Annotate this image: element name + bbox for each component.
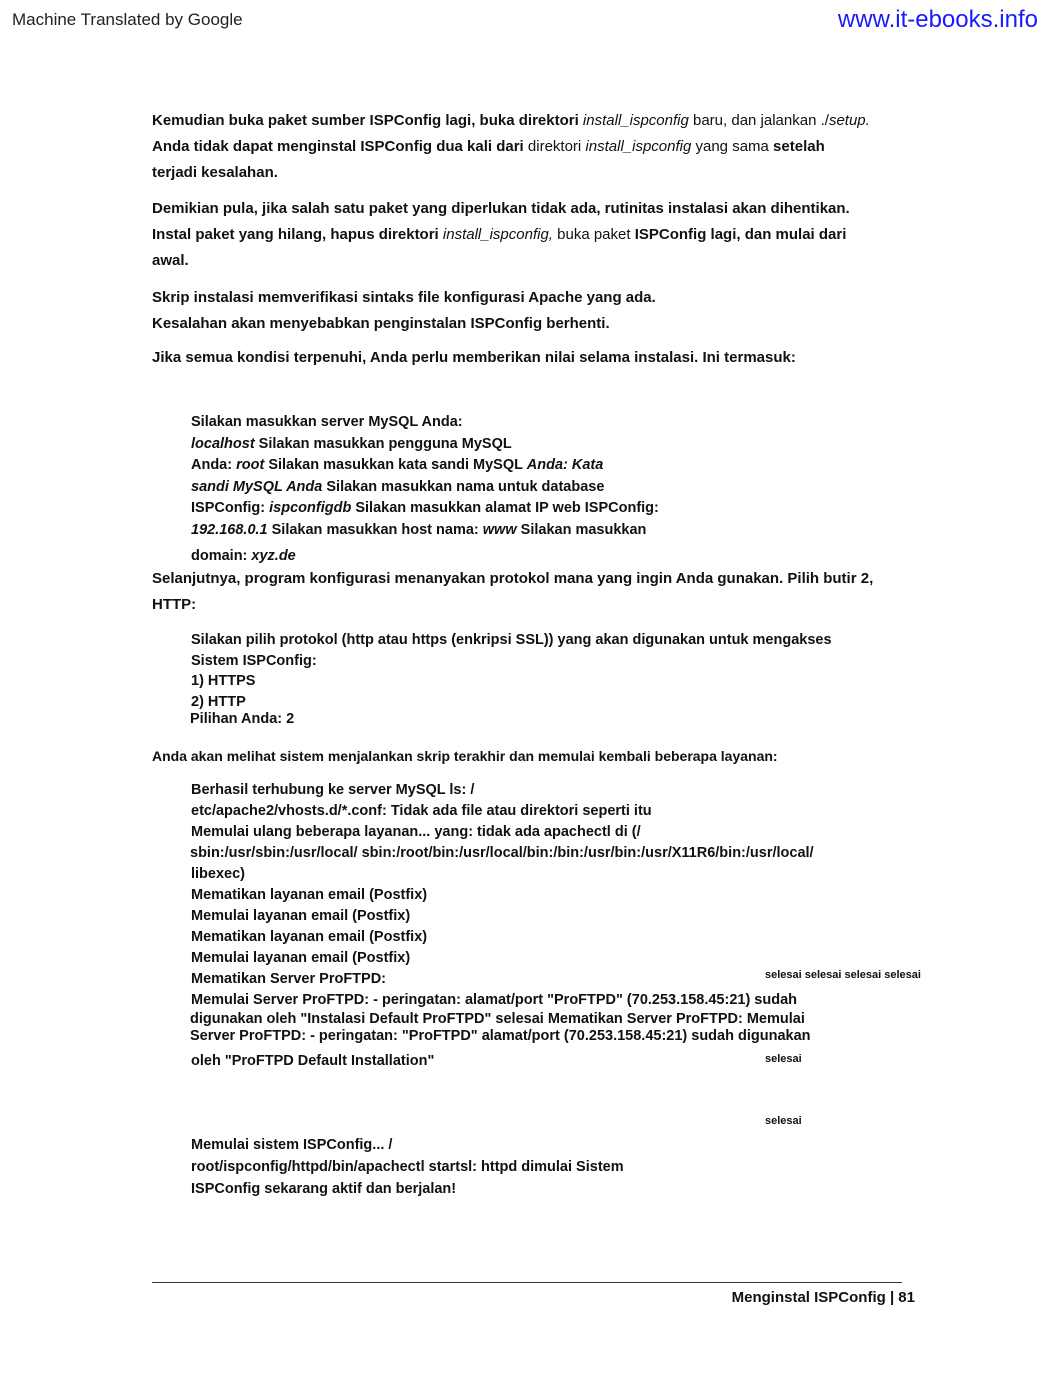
machine-translated-label: Machine Translated by Google — [12, 10, 243, 29]
paragraph-5: Selanjutnya, program konfigurasi menanyakan protokol mana yang ingin Anda gunakan. Pilih butir 2, HTTP: — [152, 570, 874, 613]
status-note-3: selesai — [765, 1115, 802, 1127]
code-block-3: Berhasil terhubung ke server MySQL ls: / etc/apache2/vhosts.d/*.conf: Tidak ada file atau direktori seperti itu Memulai ulang beberapa layanan... yang: tidak ada apachectl di (/ sbin:/usr/sbin:/usr/local/ sbin:/root/bin:/usr/local/bin:/bin:/usr/bin:/usr/X11R6/bin:/usr/local/ libexec) Mematikan layanan email (Postfix) Memulai layanan email (Postfix) Mematikan layanan email (Postfix) Memulai layanan email (Postfix) Mematikan Server ProFTPD: Memulai Server ProFTPD: - peringatan: alamat/port "ProFTPD" (70.253.158.45:21) sudah digunakan oleh "Instalasi Default ProFTPD" selesai Mematikan Server ProFTPD: Memulai Server ProFTPD: - peringatan: "ProFTPD" alamat/port (70.253.158.45:21) sudah digunakan oleh "ProFTPD Default Installation" — [190, 782, 814, 1069]
page-footer: Menginstal ISPConfig | 81 — [731, 1289, 915, 1306]
status-note-2: selesai — [765, 1053, 802, 1065]
footer-divider — [152, 1282, 902, 1283]
paragraph-3: Skrip instalasi memverifikasi sintaks file konfigurasi Apache yang ada. Kesalahan akan menyebabkan penginstalan ISPConfig berhenti. — [152, 289, 656, 332]
paragraph-4: Jika semua kondisi terpenuhi, Anda perlu memberikan nilai selama instalasi. Ini termasuk: — [152, 349, 796, 366]
code-block-2: Silakan pilih protokol (http atau https (enkripsi SSL)) yang akan digunakan untuk mengakses Sistem ISPConfig: 1) HTTPS 2) HTTP Pilihan Anda: 2 — [190, 632, 832, 727]
paragraph-1: Kemudian buka paket sumber ISPConfig lagi, buka direktori install_ispconfig baru, dan jalankan ./setup. Anda tidak dapat menginstal ISPConfig dua kali dari direktori install_ispconfig yang sama setelah terjadi kesalahan. — [152, 112, 870, 181]
site-link[interactable]: www.it-ebooks.info — [837, 6, 1038, 33]
code-block-1: Silakan masukkan server MySQL Anda: localhost Silakan masukkan pengguna MySQL Anda: root Silakan masukkan kata sandi MySQL Anda: Kata sandi MySQL Anda Silakan masukkan nama untuk database ISPConfig: ispconfigdb Silakan masukkan alamat IP web ISPConfig: 192.168.0.1 Silakan masukkan host nama: www Silakan masukkan domain: xyz.de — [191, 414, 659, 564]
status-note-1: selesai selesai selesai selesai — [765, 969, 921, 981]
paragraph-2: Demikian pula, jika salah satu paket yang diperlukan tidak ada, rutinitas instalasi akan dihentikan. Instal paket yang hilang, hapus direktori install_ispconfig, buka paket ISPConfig lagi, dan mulai dari awal. — [152, 200, 850, 269]
code-block-4: Memulai sistem ISPConfig... / root/ispconfig/httpd/bin/apachectl startsl: httpd dimulai Sistem ISPConfig sekarang aktif dan berjalan! — [191, 1137, 624, 1197]
paragraph-6: Anda akan melihat sistem menjalankan skrip terakhir dan memulai kembali beberapa layanan: — [152, 748, 778, 764]
